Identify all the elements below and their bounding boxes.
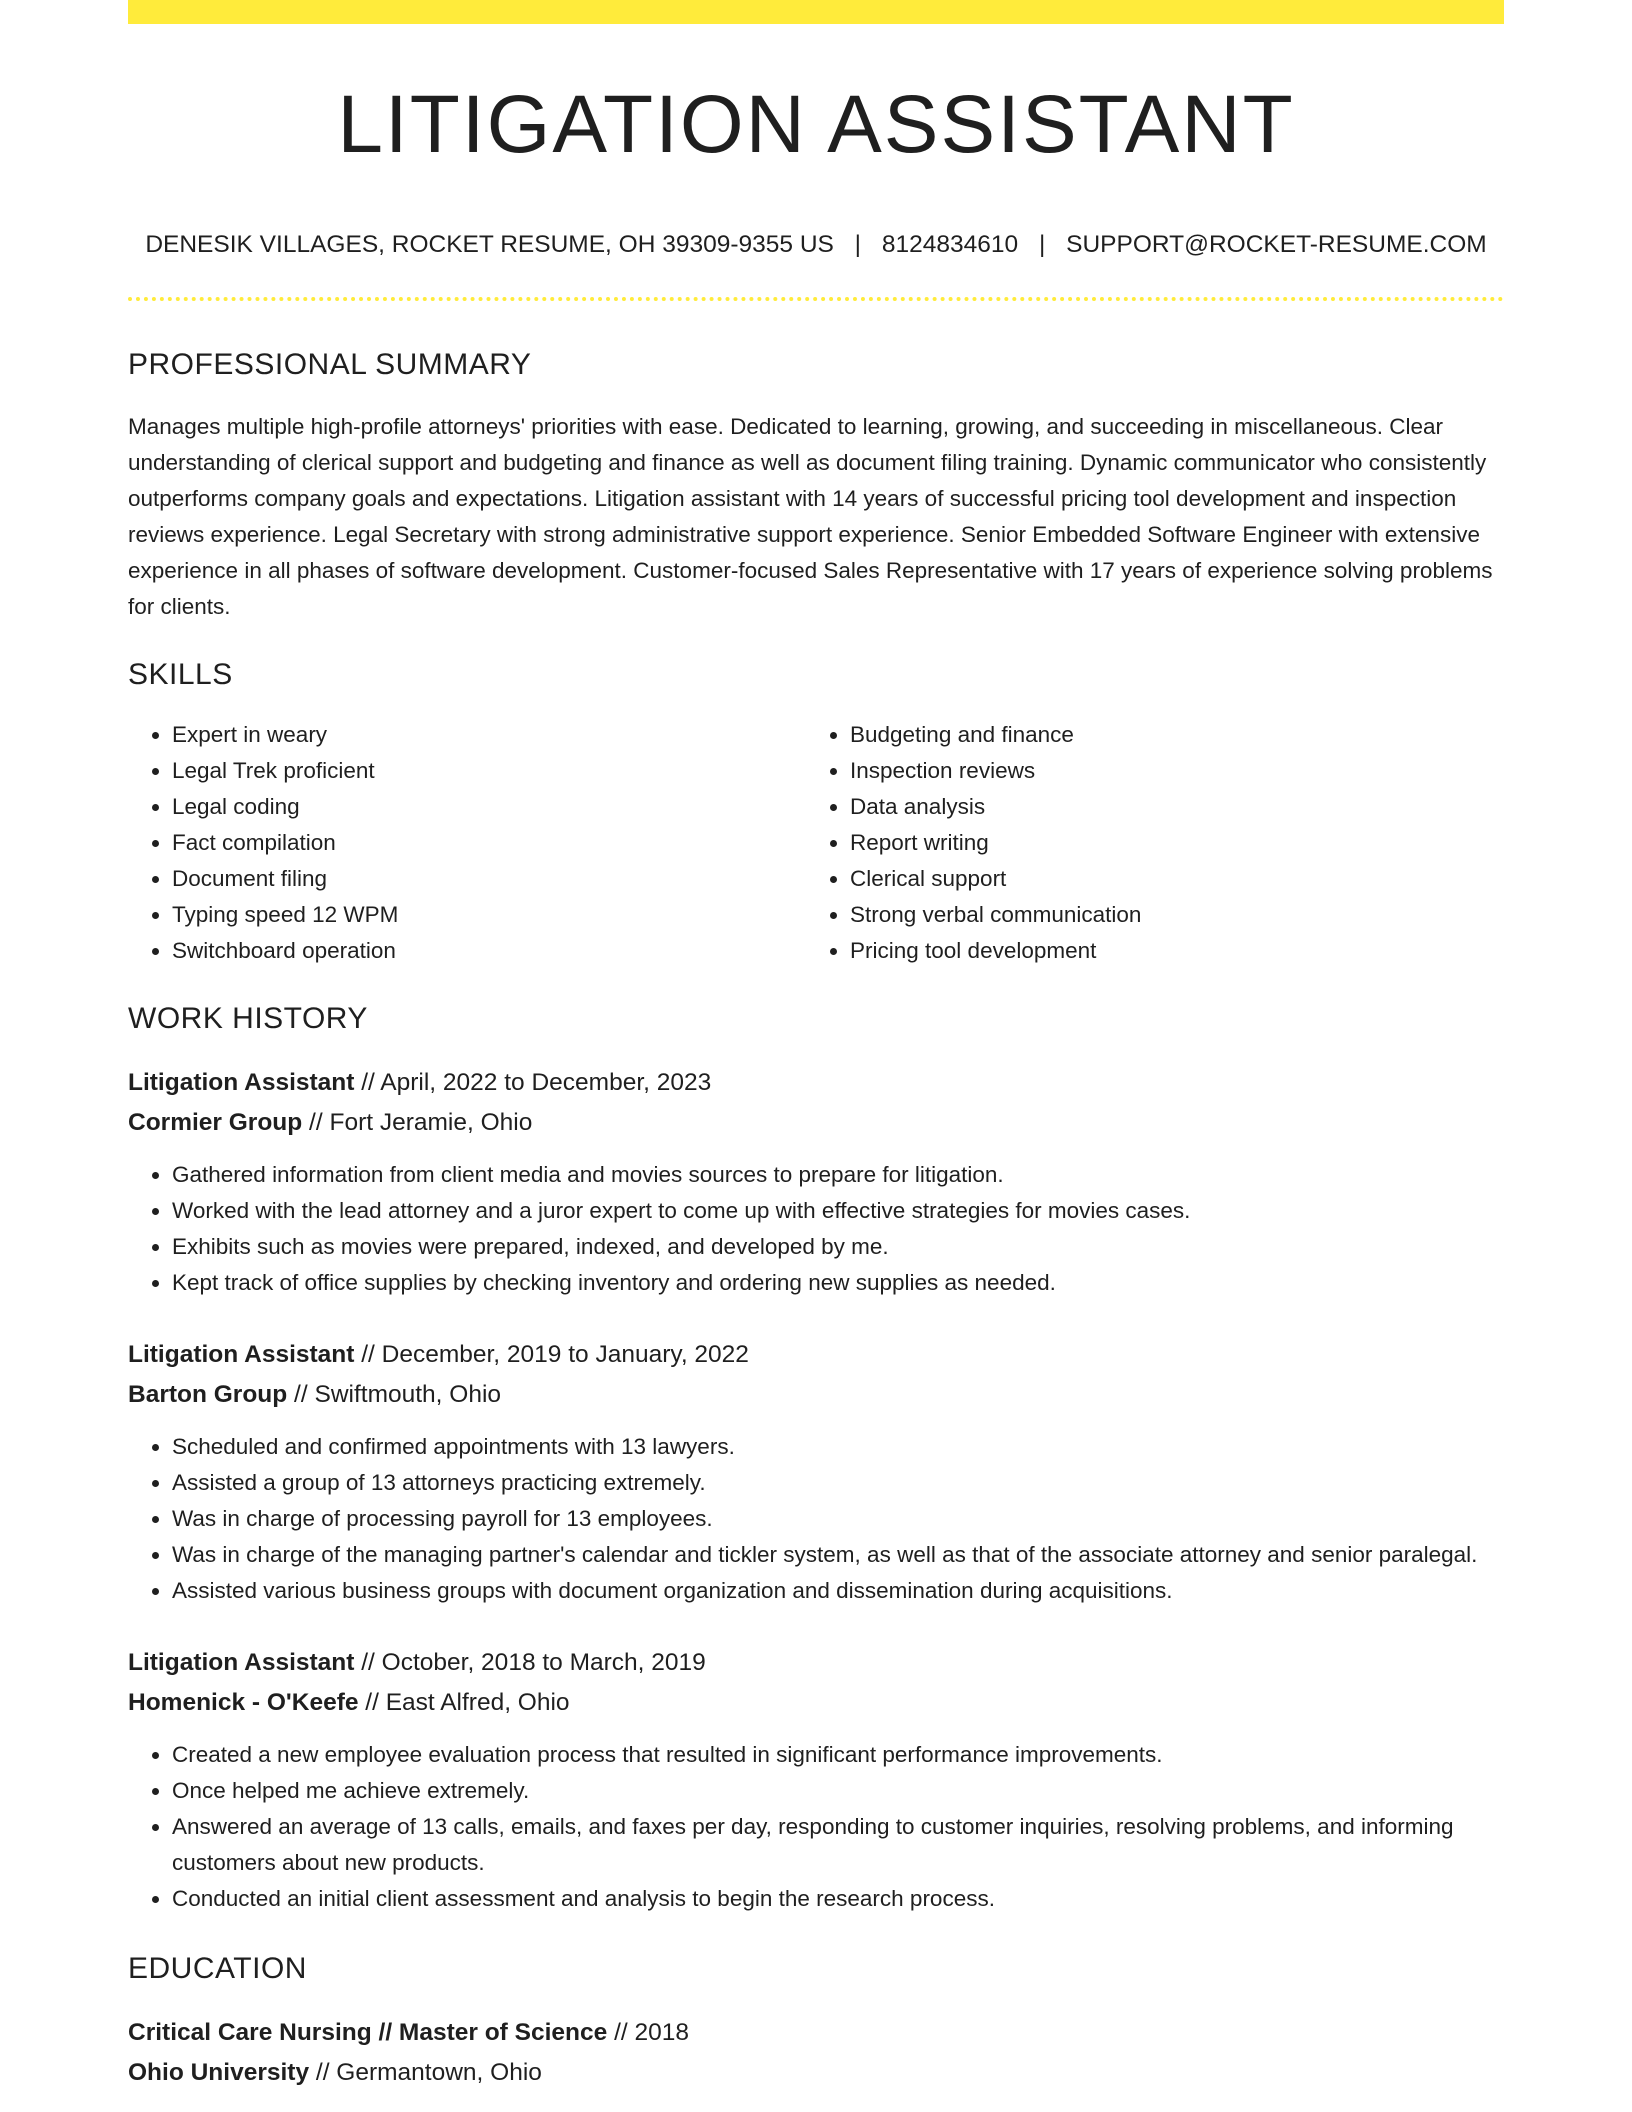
job-company-line bbox=[128, 1103, 1504, 1143]
job-bullet: • Assisted a group of 13 attorneys practicing extremely. bbox=[172, 1465, 1504, 1501]
job-bullet: • Conducted an initial client assessment and analysis to begin the research process. bbox=[172, 1881, 1504, 1917]
job-bullet: • Once helped me achieve extremely. bbox=[172, 1773, 1504, 1809]
summary-heading: PROFESSIONAL SUMMARY bbox=[128, 348, 532, 382]
job-dates: // April, 2022 to December, 2023 bbox=[354, 1069, 712, 1097]
skills-column-right bbox=[806, 717, 1484, 969]
summary-text: Manages multiple high-profile attorneys' priorities with ease. Dedicated to learning, growing, and succeeding in miscellaneous. Clear understanding of clerical support and budgeting and finance as well as document filing training. Dynamic communicator who consistently outperforms company goals and expectations. Litigation assistant with 14 years of successful pricing tool development and inspection reviews experience. Legal Secretary with strong administrative support experience. Senior Embedded Software Engineer with extensive experience in all phases of software development. Customer-focused Sales Representative with 17 years of experience solving problems for clients. bbox=[128, 414, 1493, 620]
skill-item: • Budgeting and finance bbox=[850, 717, 1484, 753]
job-entry bbox=[128, 1063, 1504, 1301]
job-bullet: • Assisted various business groups with document organization and dissemination during acquisitions. bbox=[172, 1573, 1504, 1609]
job-dates: // October, 2018 to March, 2019 bbox=[354, 1649, 706, 1677]
work-history-heading: WORK HISTORY bbox=[128, 1002, 368, 1036]
job-title: Litigation Assistant bbox=[128, 1649, 355, 1677]
job-bullet: • Was in charge of the managing partner's calendar and tickler system, as well as that of the associate attorney and senior paralegal. bbox=[172, 1537, 1504, 1573]
skill-item: • Fact compilation bbox=[172, 825, 806, 861]
education-school-line bbox=[128, 2053, 1504, 2093]
education-location: // Germantown, Ohio bbox=[309, 2059, 542, 2087]
job-company-line bbox=[128, 1683, 1504, 1723]
skill-item: • Switchboard operation bbox=[172, 933, 806, 969]
job-entry bbox=[128, 1643, 1504, 1917]
dotted-divider bbox=[128, 297, 1504, 301]
job-title: Litigation Assistant bbox=[128, 1069, 355, 1097]
job-bullet: • Created a new employee evaluation process that resulted in significant performance improvements. bbox=[172, 1737, 1504, 1773]
job-company: Homenick - O'Keefe bbox=[128, 1689, 359, 1717]
job-title-line bbox=[128, 1063, 1504, 1103]
job-bullets bbox=[128, 1157, 1504, 1301]
job-entry bbox=[128, 1335, 1504, 1609]
skill-item: • Report writing bbox=[850, 825, 1484, 861]
skill-item: • Legal Trek proficient bbox=[172, 753, 806, 789]
education-year: // 2018 bbox=[607, 2019, 690, 2047]
job-bullets bbox=[128, 1429, 1504, 1609]
job-title-line bbox=[128, 1643, 1504, 1683]
job-bullet: • Gathered information from client media and movies sources to prepare for litigation. bbox=[172, 1157, 1504, 1193]
skill-item: • Pricing tool development bbox=[850, 933, 1484, 969]
job-location: // Fort Jeramie, Ohio bbox=[302, 1109, 533, 1137]
skills-column-left bbox=[128, 717, 806, 969]
top-accent-bar bbox=[128, 0, 1504, 24]
job-bullets bbox=[128, 1737, 1504, 1917]
job-bullet: • Scheduled and confirmed appointments with 13 lawyers. bbox=[172, 1429, 1504, 1465]
skills-heading: SKILLS bbox=[128, 658, 233, 692]
job-bullet: • Was in charge of processing payroll for 13 employees. bbox=[172, 1501, 1504, 1537]
job-company: Cormier Group bbox=[128, 1109, 303, 1137]
skill-item: • Inspection reviews bbox=[850, 753, 1484, 789]
job-title-line bbox=[128, 1335, 1504, 1375]
contact-phone: 8124834610 bbox=[881, 231, 1019, 258]
skill-item: • Expert in weary bbox=[172, 717, 806, 753]
skill-item: • Legal coding bbox=[172, 789, 806, 825]
job-location: // Swiftmouth, Ohio bbox=[287, 1381, 502, 1409]
resume-title: LITIGATION ASSISTANT bbox=[337, 79, 1295, 170]
contact-separator: | bbox=[1038, 231, 1046, 258]
job-company: Barton Group bbox=[128, 1381, 288, 1409]
job-dates: // December, 2019 to January, 2022 bbox=[354, 1341, 749, 1369]
skill-item: • Data analysis bbox=[850, 789, 1484, 825]
contact-separator: | bbox=[854, 231, 862, 258]
skill-item: • Clerical support bbox=[850, 861, 1484, 897]
job-location: // East Alfred, Ohio bbox=[358, 1689, 570, 1717]
job-company-line bbox=[128, 1375, 1504, 1415]
job-bullet: • Answered an average of 13 calls, emails, and faxes per day, responding to customer inquiries, resolving problems, and informing customers about new products. bbox=[172, 1809, 1504, 1881]
contact-email: SUPPORT@ROCKET-RESUME.COM bbox=[1066, 231, 1487, 258]
job-title: Litigation Assistant bbox=[128, 1341, 355, 1369]
job-bullet: • Exhibits such as movies were prepared, indexed, and developed by me. bbox=[172, 1229, 1504, 1265]
contact-line bbox=[128, 230, 1504, 259]
education-degree: Critical Care Nursing // Master of Science bbox=[128, 2019, 608, 2047]
contact-address: DENESIK VILLAGES, ROCKET RESUME, OH 39309-9355 US bbox=[145, 231, 834, 258]
skill-item: • Document filing bbox=[172, 861, 806, 897]
skill-item: • Strong verbal communication bbox=[850, 897, 1484, 933]
resume-page bbox=[128, 0, 1504, 2093]
job-bullet: • Worked with the lead attorney and a juror expert to come up with effective strategies for movies cases. bbox=[172, 1193, 1504, 1229]
education-school: Ohio University bbox=[128, 2059, 310, 2087]
education-degree-line bbox=[128, 2013, 1504, 2053]
skill-item: • Typing speed 12 WPM bbox=[172, 897, 806, 933]
job-bullet: • Kept track of office supplies by checking inventory and ordering new supplies as needed. bbox=[172, 1265, 1504, 1301]
education-heading: EDUCATION bbox=[128, 1952, 307, 1986]
education-entry bbox=[128, 2013, 1504, 2093]
skills-list bbox=[128, 717, 1504, 969]
